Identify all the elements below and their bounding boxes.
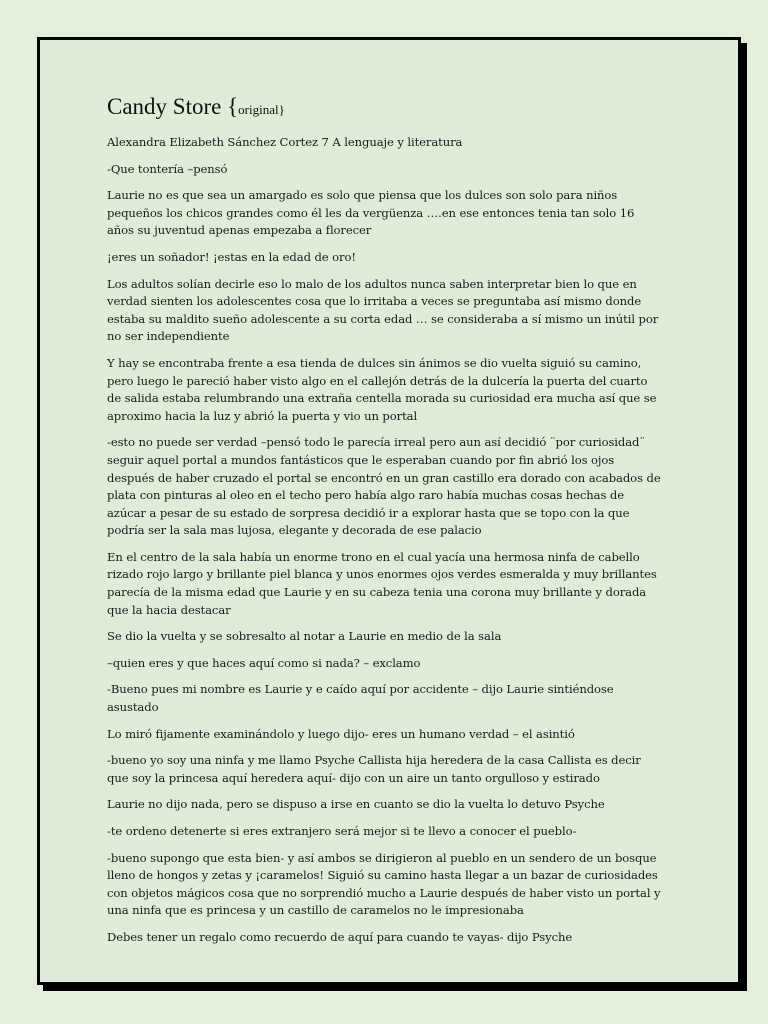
paragraph: -bueno yo soy una ninfa y me llamo Psyche Callista hija heredera de la casa Callista es decir que soy la princesa aquí heredera aquí- dijo con un aire un tanto orgulloso y estirado — [107, 753, 641, 785]
title-brace: { — [227, 94, 239, 119]
author-line: Alexandra Elizabeth Sánchez Cortez 7 A lenguaje y literatura — [107, 135, 463, 149]
title-tag: original} — [238, 102, 285, 117]
paragraph: ¡eres un soñador! ¡estas en la edad de oro! — [107, 249, 356, 264]
paragraph: Debes tener un regalo como recuerdo de aquí para cuando te vayas- dijo Psyche — [107, 929, 573, 944]
paragraph: Laurie no dijo nada, pero se dispuso a irse en cuanto se dio la vuelta lo detuvo Psyche — [107, 797, 605, 812]
paragraph: -Bueno pues mi nombre es Laurie y e caído aquí por accidente – dijo Laurie sintiéndose asustado — [107, 682, 614, 715]
paragraph: Se dio la vuelta y se sobresalto al notar a Laurie en medio de la sala — [107, 629, 502, 644]
paragraph: -Que tontería –pensó — [107, 161, 228, 176]
paragraph: Lo miró fijamente examinándolo y luego dijo- eres un humano verdad – el asintió — [107, 726, 575, 741]
document-page — [37, 37, 741, 985]
paragraph: –quien eres y que haces aquí como si nada? – exclamo — [107, 655, 421, 670]
title-text: Candy Store — [107, 94, 222, 119]
document-title — [107, 92, 663, 125]
paragraph: -te ordeno detenerte si eres extranjero será mejor si te llevo a conocer el pueblo- — [107, 824, 577, 838]
paragraph: Y hay se encontraba frente a esa tienda de dulces sin ánimos se dio vuelta siguió su camino, pero luego le pareció haber visto algo en el callejón detrás de la dulcería la puerta del cuarto de salida estaba relumbrando una extraña centella morada su curiosidad era mucha así que se aproximo hacia la luz y abrió la puerta y vio un portal — [107, 355, 657, 423]
document-content — [107, 92, 663, 956]
paragraph: -esto no puede ser verdad –pensó todo le parecía irreal pero aun así decidió ¨por curiosidad¨ seguir aquel portal a mundos fantásticos que le esperaban cuando por fin abrió los ojos después de haber cruzado el portal se encontró en un gran castillo era dorado con acabados de plata con pinturas al oleo en el techo pero había algo raro había muchas cosas hechas de azúcar a pesar de su estado de sorpresa decidió ir a explorar hasta que se topo con la que podría ser la sala mas lujosa, elegante y decorada de ese palacio — [107, 435, 661, 538]
paragraph: En el centro de la sala había un enorme trono en el cual yacía una hermosa ninfa de cabello rizado rojo largo y brillante piel blanca y unos enormes ojos verdes esmeralda y muy brillantes parecía de la misma edad que Laurie y en su cabeza tenia una corona muy brillante y dorada que la hacia destacar — [107, 549, 657, 617]
paragraph: -bueno supongo que esta bien- y así ambos se dirigieron al pueblo en un sendero de un bosque lleno de hongos y zetas y ¡caramelos! Siguió su camino hasta llegar a un bazar de curiosidades con objetos mágicos cosa que no sorprendió mucho a Laurie después de haber visto un portal y una ninfa que es princesa y un castillo de caramelos no le impresionaba — [107, 850, 661, 918]
paragraph: Laurie no es que sea un amargado es solo que piensa que los dulces son solo para niños pequeños los chicos grandes como él les da vergüenza ….en ese entonces tenia tan solo 16 años su juventud apenas empezaba a florecer — [107, 188, 635, 238]
paragraph: Los adultos solían decirle eso lo malo de los adultos nunca saben interpretar bien lo que en verdad sienten los adolescentes cosa que lo irritaba a veces se preguntaba así mismo donde estaba su maldito sueño adolescente a su corta edad … se consideraba a sí mismo un inútil por no ser independiente — [107, 276, 659, 344]
